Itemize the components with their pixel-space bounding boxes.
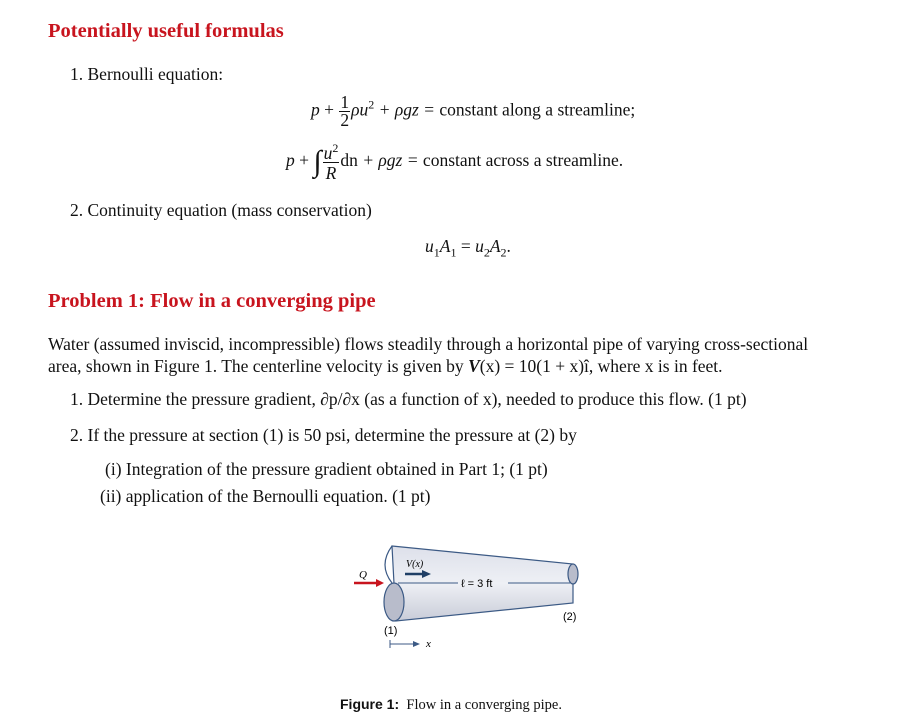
problem-text: Water (assumed inviscid, incompressible) flows steadily through a horizontal pipe of varying cross-sectional [48, 334, 809, 354]
length-label: ℓ = 3 ft [461, 578, 493, 590]
inlet-section [384, 583, 404, 621]
problem-heading: Problem 1: Flow in a converging pipe [48, 290, 376, 312]
x-axis-label: x [426, 638, 431, 650]
velocity-label: V(x) [406, 559, 424, 570]
list-item: 1. Bernoulli equation: [70, 64, 224, 84]
section-heading: Potentially useful formulas [48, 20, 284, 42]
flow-rate-label: Q [359, 569, 367, 581]
question-1: 1. Determine the pressure gradient, ∂p/∂x (as a function of x), needed to produce this flow. (1 pt) [70, 389, 747, 409]
question-2i: (i) Integration of the pressure gradient obtained in Part 1; (1 pt) [105, 459, 548, 479]
section-1-label: (1) [384, 625, 398, 637]
section-2-label: (2) [563, 611, 577, 623]
question-2: 2. If the pressure at section (1) is 50 psi, determine the pressure at (2) by [70, 425, 577, 445]
bernoulli-across-equation: p + ∫ $\frac{u^2}{R}dn + \rho gz$ = constant across a streamline. [286, 141, 624, 183]
bernoulli-along-equation: p + $\frac{1}{2}$ $\rho u^2 + \rho gz$ = constant along a streamline; [311, 92, 636, 130]
list-item: 2. Continuity equation (mass conservation) [70, 200, 372, 220]
figure-caption: Figure 1: Flow in a converging pipe. [340, 696, 562, 713]
question-2ii: (ii) application of the Bernoulli equation. (1 pt) [100, 486, 431, 506]
outlet-section [568, 564, 578, 584]
problem-text: area, shown in Figure 1. The centerline velocity is given by V(x) = 10(1 + x)î, where x is in feet. [48, 356, 723, 376]
continuity-equation: $u_1A_1 = u_2A_2$. [425, 236, 511, 260]
converging-pipe-figure [340, 540, 590, 670]
